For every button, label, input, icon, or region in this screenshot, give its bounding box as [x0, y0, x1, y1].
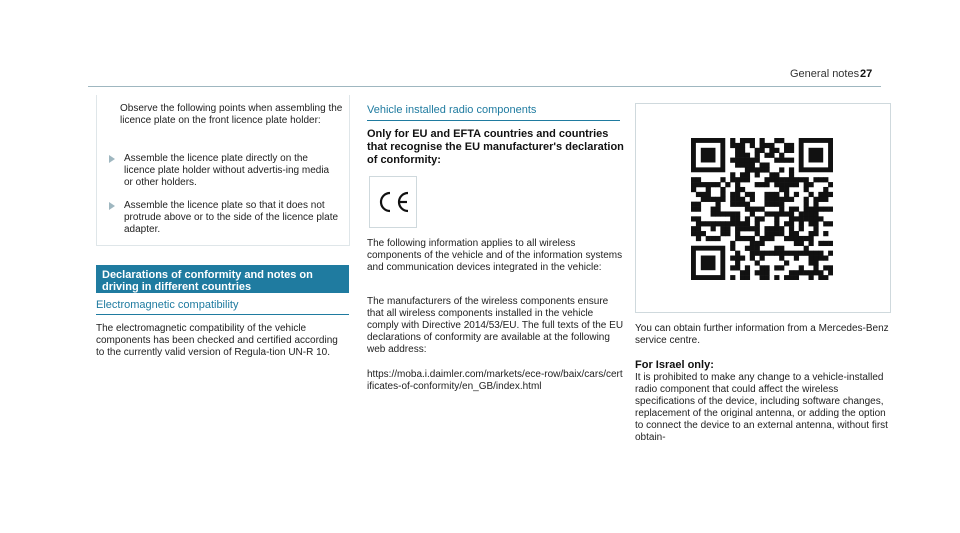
conformity-url[interactable]: https://moba.i.daimler.com/markets/ece-row/baix/cars/certificates-of-conformity/en_GB/index.html: [367, 369, 623, 392]
ce-mark-icon: [375, 190, 411, 214]
emc-text: The electromagnetic compatibility of the vehicle components has been checked and certified according to the currently valid version of Regula-tion UN-R 10.: [96, 323, 338, 358]
header-rule: [88, 86, 881, 87]
ce-mark-box: [369, 176, 417, 228]
israel-text: It is prohibited to make any change to a vehicle-installed radio component that could affect the wireless specifications of the device, including software changes, replacement of the original antenna, or adding the option to connect the device to an external antenna, without first obtain-: [635, 372, 888, 443]
emc-heading-rule: [96, 314, 349, 315]
qr-code-image[interactable]: [691, 138, 833, 280]
wireless-info-text: The following information applies to all wireless components of the vehicle and of the information systems and communication devices integrated in the vehicle:: [367, 238, 623, 273]
qr-code-box: [635, 103, 891, 313]
running-header-title: General notes: [790, 68, 860, 80]
note-bullet-text: Assemble the licence plate directly on the licence plate holder without advertis-ing media or other holders.: [124, 153, 330, 188]
service-centre-text: You can obtain further information from a Mercedes-Benz service centre.: [635, 323, 889, 346]
bullet-arrow-icon: [109, 202, 115, 210]
section-title-bar: Declarations of conformity and notes on driving in different countries: [96, 265, 349, 293]
radio-heading: Vehicle installed radio components: [367, 104, 537, 116]
israel-heading: For Israel only:: [635, 359, 714, 371]
radio-heading-rule: [367, 120, 620, 121]
note-bullet-text: Assemble the licence plate so that it does not protrude above or to the side of the licence plate adapter.: [124, 200, 339, 235]
emc-heading: Electromagnetic compatibility: [96, 299, 239, 311]
note-bullet-2: [109, 200, 339, 236]
page-number: 27: [860, 68, 873, 80]
note-intro: Observe the following points when assembling the licence plate on the front licence plate holder:: [120, 103, 343, 126]
eu-efta-heading: Only for EU and EFTA countries and countries that recognise the EU manufacturer's declaration of conformity:: [367, 128, 624, 166]
bullet-arrow-icon: [109, 155, 115, 163]
note-bullet-1: [109, 153, 339, 189]
manufacturer-text: The manufacturers of the wireless components ensure that all wireless components installed in the vehicle comply with Directive 2014/53/EU. The full texts of the EU declarations of conformity are available at the following web address:: [367, 296, 624, 355]
